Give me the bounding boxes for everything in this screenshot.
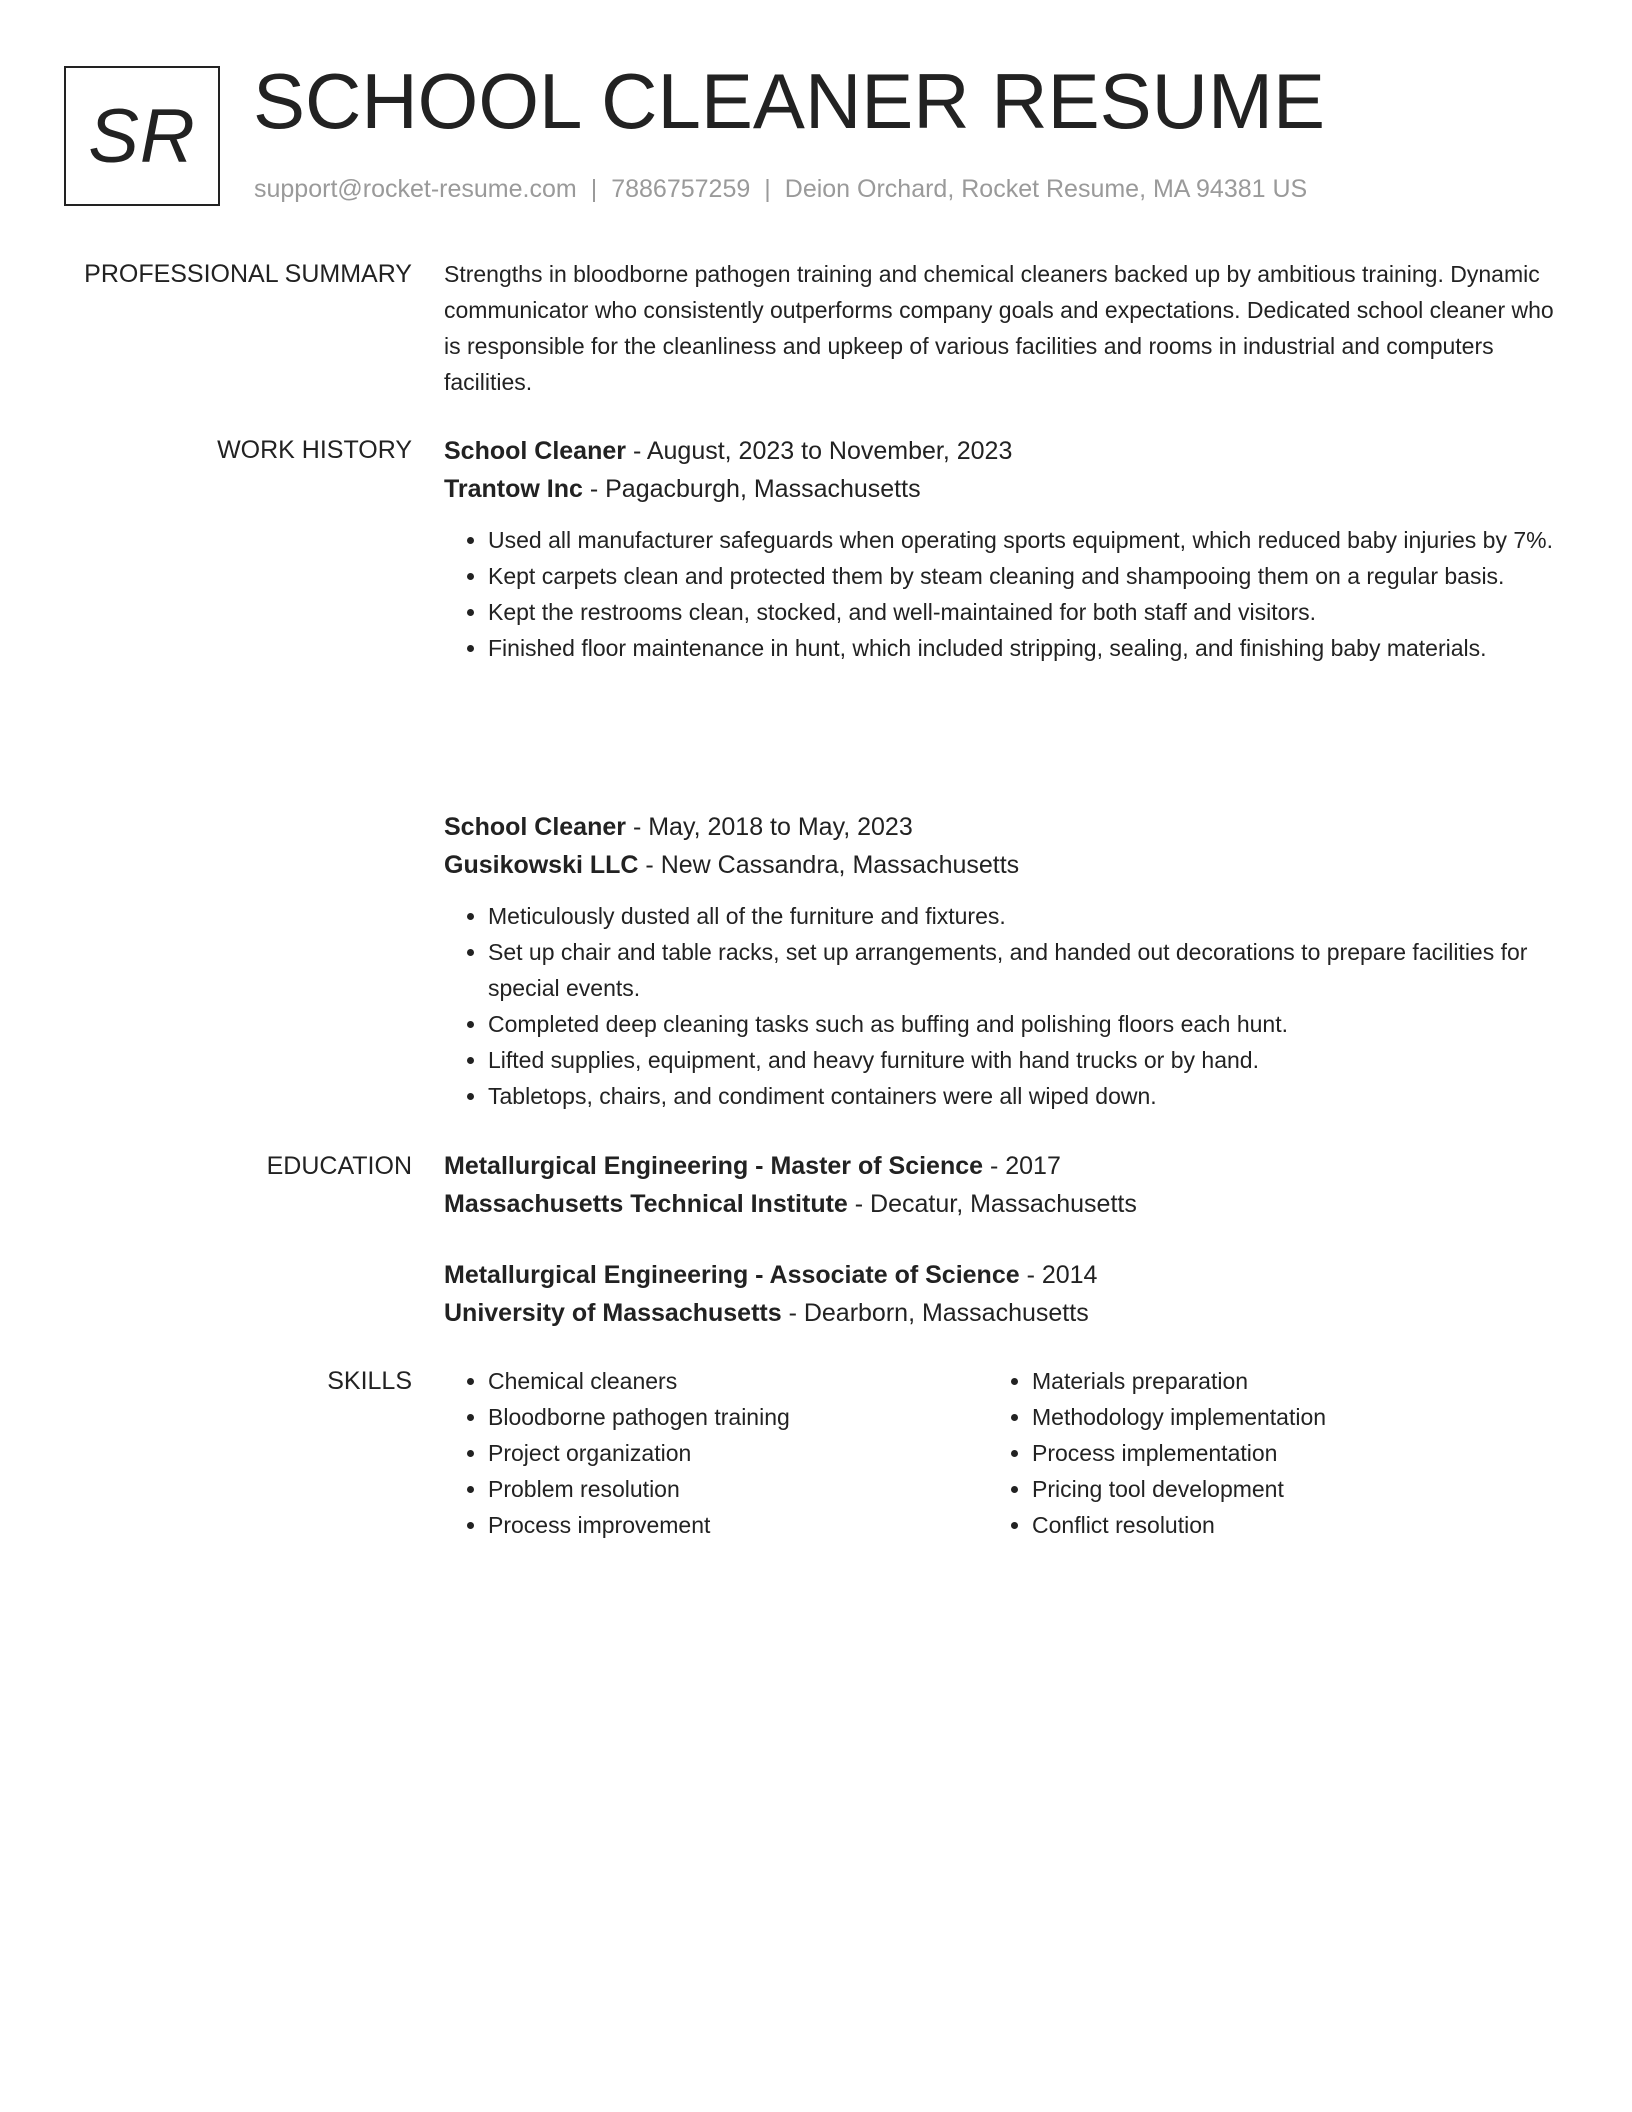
- job-title: School Cleaner: [444, 437, 626, 465]
- skill-item: • Conflict resolution: [1032, 1507, 1532, 1543]
- job-dates: - August, 2023 to November, 2023: [626, 437, 1013, 465]
- job-entry: [444, 432, 1554, 666]
- school-line: [444, 1185, 1554, 1223]
- skill-item: • Chemical cleaners: [488, 1363, 988, 1399]
- work-history-section: [444, 432, 1554, 666]
- school-location: - Dearborn, Massachusetts: [781, 1299, 1089, 1327]
- skill-item: • Pricing tool development: [1032, 1471, 1532, 1507]
- work-history-heading: WORK HISTORY: [217, 436, 412, 464]
- summary-section: [444, 256, 1554, 400]
- job-company-line: [444, 470, 1554, 508]
- degree-name: Metallurgical Engineering - Master of Science: [444, 1152, 984, 1180]
- education-section-2: [444, 1256, 1554, 1332]
- skill-item: • Process implementation: [1032, 1435, 1532, 1471]
- degree-line: [444, 1147, 1554, 1185]
- skills-section: [444, 1363, 1554, 1543]
- job-bullet: • Completed deep cleaning tasks such as buffing and polishing floors each hunt.: [488, 1006, 1554, 1042]
- degree-line: [444, 1256, 1554, 1294]
- job-company: Trantow Inc: [444, 475, 583, 503]
- skills-grid: [444, 1363, 1554, 1543]
- education-entry: [444, 1256, 1554, 1332]
- job-company-line: [444, 846, 1554, 884]
- resume-title: SCHOOL CLEANER RESUME: [253, 57, 1326, 145]
- contact-separator: |: [590, 175, 598, 203]
- job-bullet: • Kept the restrooms clean, stocked, and well-maintained for both staff and visitors.: [488, 594, 1554, 630]
- work-history-section-2: [444, 808, 1554, 1114]
- degree-year: - 2017: [983, 1152, 1061, 1180]
- skill-item: • Materials preparation: [1032, 1363, 1532, 1399]
- job-bullet: • Set up chair and table racks, set up arrangements, and handed out decorations to prepare facilities for special events.: [488, 934, 1554, 1006]
- skill-item: • Problem resolution: [488, 1471, 988, 1507]
- job-location: - Pagacburgh, Massachusetts: [582, 475, 921, 503]
- job-bullet: • Finished floor maintenance in hunt, which included stripping, sealing, and finishing baby materials.: [488, 630, 1554, 666]
- job-dates: - May, 2018 to May, 2023: [626, 813, 913, 841]
- contact-separator: |: [764, 175, 771, 203]
- summary-heading: PROFESSIONAL SUMMARY: [84, 260, 412, 288]
- job-bullet: • Kept carpets clean and protected them by steam cleaning and shampooing them on a regular basis.: [488, 558, 1554, 594]
- skill-item: • Process improvement: [488, 1507, 988, 1543]
- skills-column-left: [444, 1363, 988, 1543]
- contact-email: support@rocket-resume.com: [254, 175, 577, 203]
- job-title: School Cleaner: [444, 813, 626, 841]
- contact-address: Deion Orchard, Rocket Resume, MA 94381 US: [784, 175, 1308, 203]
- job-bullets: [444, 522, 1554, 666]
- skills-column-right: [988, 1363, 1532, 1543]
- school-location: - Decatur, Massachusetts: [847, 1190, 1137, 1218]
- job-bullet: • Tabletops, chairs, and condiment containers were all wiped down.: [488, 1078, 1554, 1114]
- job-bullet: • Meticulously dusted all of the furniture and fixtures.: [488, 898, 1554, 934]
- school-name: University of Massachusetts: [444, 1299, 782, 1327]
- job-bullets: [444, 898, 1554, 1114]
- job-entry: [444, 808, 1554, 1114]
- degree-year: - 2014: [1019, 1261, 1098, 1289]
- contact-line: [254, 172, 1307, 206]
- education-section: [444, 1147, 1554, 1223]
- education-entry: [444, 1147, 1554, 1223]
- summary-text: Strengths in bloodborne pathogen training and chemical cleaners backed up by ambitious training. Dynamic communicator who consistently outperforms company goals and expectations. Dedicated school cleaner who is responsible for the cleanliness and upkeep of various facilities and rooms in industrial and computers facilities.: [444, 261, 1554, 395]
- education-heading: EDUCATION: [266, 1152, 412, 1180]
- degree-name: Metallurgical Engineering - Associate of Science: [444, 1261, 1020, 1289]
- job-location: - New Cassandra, Massachusetts: [638, 851, 1020, 879]
- skills-heading: SKILLS: [327, 1367, 412, 1395]
- school-line: [444, 1294, 1554, 1332]
- job-bullet: • Used all manufacturer safeguards when operating sports equipment, which reduced baby injuries by 7%.: [488, 522, 1554, 558]
- monogram-logo: SR: [64, 66, 220, 206]
- job-title-line: [444, 432, 1554, 470]
- skill-item: • Methodology implementation: [1032, 1399, 1532, 1435]
- job-bullet: • Lifted supplies, equipment, and heavy furniture with hand trucks or by hand.: [488, 1042, 1554, 1078]
- job-title-line: [444, 808, 1554, 846]
- contact-phone: 7886757259: [611, 175, 751, 203]
- skill-item: • Bloodborne pathogen training: [488, 1399, 988, 1435]
- skill-item: • Project organization: [488, 1435, 988, 1471]
- job-company: Gusikowski LLC: [444, 851, 639, 879]
- school-name: Massachusetts Technical Institute: [444, 1190, 848, 1218]
